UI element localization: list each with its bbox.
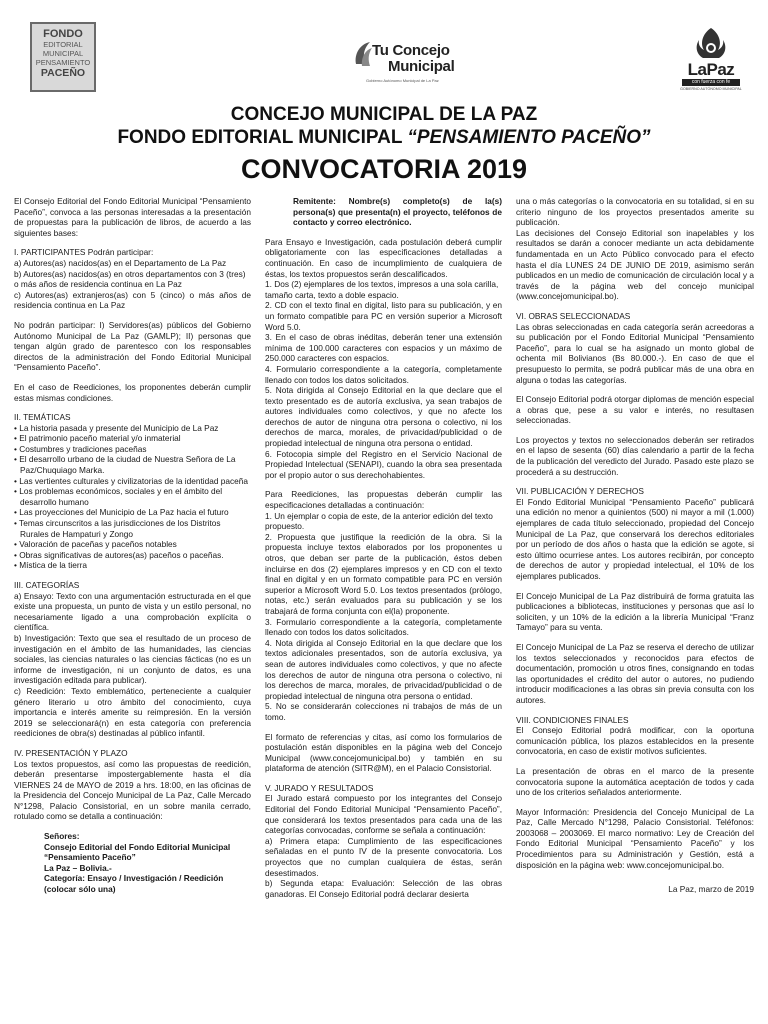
retiro-paragraph: Los proyectos y textos no seleccionados deberán ser retirados en el lapso de sesenta (60) días calendario a partir de la fecha de la publicación del veredicto del Jurado. Pasado este plazo se procederá a su destrucción. (516, 434, 754, 477)
page-title: CONVOCATORIA 2019 (240, 154, 528, 184)
formato-paragraph: El formato de referencias y citas, así como los formularios de postulación están disponibles en la página web del Concejo Municipal (www.concejomunicipal.bo) y también en su plataforma de atención (SITR@M), en el Palacio Consistorial. (265, 731, 502, 774)
list-item: 5. No se considerarán colecciones ni trabajos de más de un tomo. (265, 701, 502, 722)
section-title-obras: VI. OBRAS SELECCIONADAS (516, 310, 631, 321)
distribucion-paragraph: El Concejo Municipal de La Paz distribuirá de forma gratuita las publicaciones a bibliotecas, instituciones y personas que así lo soliciten, y un 10% de la edición a la librería Municipal “Franz Tamayo” para su venta. (516, 590, 754, 633)
list-item: • Mística de la tierra (14, 560, 87, 571)
date-signature: La Paz, marzo de 2019 (668, 884, 754, 895)
list-item: c) Autores(as) extranjeros(as) con 5 (cinco) o más años de residencia continua en La Paz (14, 289, 251, 311)
concejo-logo-line2: Municipal (388, 58, 455, 75)
segunda-etapa: b) Segunda etapa: Evaluación: Selección de las obras ganadoras. El Consejo Editorial podrá declarar desierta (265, 878, 502, 899)
section-title-categorias: III. CATEGORÍAS (14, 580, 80, 590)
section-title-jurado: V. JURADO Y RESULTADOS (265, 782, 374, 793)
reediciones-paragraph: En el caso de Reediciones, los proponentes deberán cumplir estas mismas condiciones. (14, 381, 251, 403)
list-item: 1. Dos (2) ejemplares de los textos, impresos a una sola carilla, tamaño carta, texto a doble espacio. (265, 279, 499, 300)
concejo-logo-tagline: Gobierno Autónomo Municipal de La Paz (366, 78, 439, 83)
section-title-condiciones: VIII. CONDICIONES FINALES (516, 714, 629, 725)
list-item: b) Autores(as) nacidos(as) en otros departamentos con 3 (tres) o más años de residencia continua en La Paz (14, 268, 246, 290)
title-block (0, 104, 768, 186)
list-item: • Obras significativas de autores(as) paceños o paceñas. (14, 549, 224, 560)
fondo-logo-line: MUNICIPAL (42, 49, 84, 58)
list-item: 6. Fotocopia simple del Registro en el Servicio Nacional de Propiedad Intelectual (SENAPI), cuando la obra sea presentada por el propio autor o sus derechohabientes. (265, 448, 502, 480)
categoria-ensayo: a) Ensayo: Texto con una argumentación estructurada en el que existe una propuesta, un punto de vista y un estilo personal, no necesariamente ligado a una comprobación explícita o científica. (14, 590, 251, 633)
intro-paragraph: El Consejo Editorial del Fondo Editorial Municipal “Pensamiento Paceño”, convoca a las personas interesadas a la presentación de propuestas para la publicación de libros, de acuerdo a las siguientes bases: (14, 196, 251, 238)
jurado-paragraph: El Jurado estará compuesto por los integrantes del Consejo Editorial del Fondo Editorial Municipal “Pensamiento Paceño”, que considerará los textos presentados para cada una de las categorías convocadas, conforme se señala a continuación: (265, 793, 502, 836)
envelope-line: La Paz – Bolivia.- (44, 862, 112, 873)
obras-paragraph: Las obras seleccionadas en cada categoría serán acreedoras a su publicación por el Fondo Editorial Municipal “Pensamiento Paceño”, para lo cual se ha asignado un monto global de ochenta mil Bolivianos (Bs 80.000.-). En caso de que el presupuesto lo permita, se podrá publicar más de una obra en alguna o todas las categorías. (516, 321, 754, 385)
concejo-logo-line1: Tu Concejo (372, 42, 450, 59)
no-participan-paragraph: No podrán participar: I) Servidores(as) públicos del Gobierno Autónomo Municipal de La Paz (GAMLP); II) personas que tengan algún grado de parentesco con los responsables directos de la administración del Fondo Editorial Municipal “Pensamiento Paceño”. (14, 319, 251, 373)
section-title-participantes: I. PARTICIPANTES Podrán participar: (14, 247, 154, 258)
section-title-publicacion: VII. PUBLICACIÓN Y DERECHOS (516, 486, 644, 497)
aceptacion-paragraph: La presentación de obras en el marco de la presente convocatoria supone la automática aceptación de todos y cada uno de los criterios señalados anteriormente. (516, 765, 754, 798)
section-title-tematicas: II. TEMÁTICAS (14, 412, 71, 423)
la-paz-emblem-icon (680, 26, 742, 62)
list-item: 3. Formulario correspondiente a la categoría, completamente llenado con todos los datos solicitados. (265, 616, 502, 638)
list-item: • La historia pasada y presente del Municipio de La Paz (14, 422, 219, 433)
la-paz-logo (680, 26, 742, 92)
la-paz-logo-name: LaPaz (687, 60, 735, 79)
fondo-editorial-logo (30, 22, 96, 92)
fondo-logo-line: PENSAMIENTO (35, 58, 91, 67)
title-line-2-italic: “PENSAMIENTO PACEÑO” (407, 127, 651, 148)
fondo-logo-line: FONDO (43, 28, 83, 40)
list-item: • Valoración de paceñas y paceños notables (14, 539, 177, 550)
envelope-line: Consejo Editorial del Fondo Editorial Municipal “Pensamiento Paceño” (44, 841, 231, 863)
ensayo-investigacion-paragraph: Para Ensayo e Investigación, cada postulación deberá cumplir obligatoriamente con las especificaciones detalladas a continuación. En caso de incumplimiento de cualquiera de éstas, los textos propuestos serán descalificados. (265, 236, 502, 279)
list-item: • El patrimonio paceño material y/o inmaterial (14, 433, 181, 444)
informacion-paragraph: Mayor Información: Presidencia del Concejo Municipal de La Paz, Calle Mercado N°1298, Palacio Consistorial. Teléfonos: 2003068 – 2003069. El marco normativo: Ley de Creación del Fondo Editorial Municipal “Pensamiento Paceño” y los Procedimientos para su Administración y Gestión, está a disposición en la página web: www.concejomunicipal.bo. (516, 806, 754, 870)
derechos-paragraph: El Concejo Municipal de La Paz se reserva el derecho de utilizar los textos seleccionados y reconocidos para efectos de documentación, promoción u otros fines, consignando en todas las oportunidades el crédito del autor o autores, no pudiendo introducir modificaciones a las obras sin previa consulta con los autores. (516, 641, 754, 705)
list-item: • Costumbres y tradiciones paceñas (14, 443, 147, 454)
envelope-line: Señores: (44, 831, 80, 842)
column-2 (265, 196, 502, 899)
fondo-logo-line: PACEÑO (40, 67, 86, 79)
decisiones-paragraph: Las decisiones del Consejo Editorial son inapelables y los resultados se darán a conocer mediante un acta debidamente fundamentada en un Acto Público convocado para el efecto hasta el día LUNES 24 DE JUNIO DE 2019, asimismo serán publicados en un medio de comunicación de circulación local y a través de la página web del concejo municipal (www.concejomunicipal.bo). (516, 227, 754, 302)
condiciones-paragraph: El Consejo Editorial podrá modificar, con la oportuna comunicación pública, los plazos establecidos en la presente convocatoria, en caso de existir motivos suficientes. (516, 725, 754, 757)
remitente-block: Remitente: Nombre(s) completo(s) de la(s) persona(s) que presenta(n) el proyecto, teléfonos de contacto y correo electrónico. (293, 196, 502, 228)
list-item: 2. Propuesta que justifique la reedición de la obra. Si la propuesta incluye textos elaborados por los proponentes u otros, que deban ser parte de la publicación, éstos deben incluirse en dos (2) ejemplares impresos y en CD con el texto final en digital y en un formato compatible para PC en versión superior a Microsoft Word 5.0. Los textos presentados (prólogo, notas, etc.) serán evaluados para su publicación y se los trabajará de forma conjunta con el(la) proponente. (265, 531, 502, 616)
title-line-2-prefix: FONDO EDITORIAL MUNICIPAL (117, 127, 408, 148)
primera-etapa: a) Primera etapa: Cumplimiento de las especificaciones señaladas en el punto IV de la presente convocatoria. Los proyectos que no cumplan cualquiera de éstas, serán desestimados. (265, 835, 502, 878)
list-item: • Las proyecciones del Municipio de La Paz hacia el futuro (14, 507, 229, 518)
tematicas-list (14, 423, 251, 571)
reediciones-paragraph: Para Reediciones, las propuestas deberán cumplir las especificaciones detalladas a continuación: (265, 489, 502, 511)
title-line-1: CONCEJO MUNICIPAL DE LA PAZ (230, 104, 538, 125)
list-item: 1. Un ejemplar o copia de este, de la anterior edición del texto propuesto. (265, 510, 493, 532)
title-line-2 (0, 126, 768, 150)
list-item: • El desarrollo urbano de la ciudad de Nuestra Señora de La Paz/Chuquiago Marka. (14, 454, 236, 476)
list-item: • Temas circunscritos a las jurisdicciones de los Distritos Rurales de Hampaturi y Zongo (14, 518, 221, 539)
list-item: 2. CD con el texto final en digital, listo para su publicación, y en un formato compatible para PC en versión superior a Microsoft Word 5.0. (265, 300, 502, 332)
continuation-paragraph: una o más categorías o la convocatoria en su totalidad, si en su criterio ninguno de los proyectos presentados amerite su publicación. (516, 196, 754, 228)
list-item: a) Autores(as) nacidos(as) en el Departamento de La Paz (14, 257, 227, 268)
categoria-investigacion: b) Investigación: Texto que sea el resultado de un proceso de investigación en el ámbito de las humanidades, las ciencias sociales, las ciencias naturales o las ciencias fácticas (no es un informe de investigación, ni un conjunto de datos, es una investigación editada para publicar). (14, 632, 251, 686)
la-paz-logo-tagline: GOBIERNO AUTÓNOMO MUNICIPAL (680, 87, 742, 91)
concejo-municipal-logo (352, 28, 472, 88)
list-item: • Las vertientes culturales y civilizatorias de la identidad paceña (14, 475, 248, 486)
header (0, 0, 768, 100)
column-3 (516, 196, 754, 895)
column-1 (14, 196, 251, 904)
list-item: 4. Formulario correspondiente a la categoría, completamente llenado con todos los datos solicitados. (265, 363, 502, 385)
concejo-swirl-icon (352, 38, 374, 68)
presentacion-paragraph: Los textos propuestos, así como las propuestas de reedición, deberán presentarse impostergablemente hasta el día VIERNES 24 de MAYO de 2019 a hrs. 18:00, en las oficinas de la Presidencia del Concejo Municipal de La Paz, Calle Mercado N°1298, Palacio Consistorial, en un sobre manila cerrado, rotulado como se detalla a continuación: (14, 758, 251, 822)
list-item: • Los problemas económicos, sociales y en el ámbito del desarrollo humano (14, 486, 223, 507)
list-item: 3. En el caso de obras inéditas, deberán tener una extensión mínima de 100.000 caracteres con espacios y un máximo de 250.000 caracteres con espacios. (265, 332, 502, 364)
diplomas-paragraph: El Consejo Editorial podrá otorgar diplomas de mención especial a obras que, pese a su valor e interés, no resultasen seleccionadas. (516, 394, 754, 426)
categoria-reedicion: c) Reedición: Texto emblemático, perteneciente a cualquier género literario u otro ámbito del conocimiento, cuya importancia e interés amerite su reimpresión. En la versión 2019 se seleccionará(n) en esta categoría con preferencia reediciones de obra(s) destinadas al público infantil. (14, 685, 251, 739)
list-item: 5. Nota dirigida al Consejo Editorial en la que declare que el texto presentado es de autoría exclusiva, ya sean trabajos de autores individuales como colectivos, y que no afecte los derechos de autor de ninguna otra persona o colectivo, ni los derechos de marca, morales, de privacidad/publicidad o de propiedad intelectual de ninguna otra persona o entidad. (265, 385, 502, 449)
publicacion-paragraph: El Fondo Editorial Municipal “Pensamiento Paceño” publicará una edición no menor a quinientos (500) ni mayor a mil (1.000) ejemplares de cada título seleccionado, propiedad del Concejo Municipal de La Paz, que conservará los derechos editoriales por un período de dos años o hasta que la edición se agote, si esto último ocurriese antes. Los autores recibirán, por concepto de derechos de autor y propiedad intelectual, el 10% de los ejemplares publicados. (516, 496, 754, 581)
envelope-line: Categoría: Ensayo / Investigación / Reedición (colocar sólo una) (44, 873, 224, 895)
envelope-label-block (44, 831, 251, 895)
fondo-logo-line: EDITORIAL (43, 40, 83, 49)
section-title-presentacion: IV. PRESENTACIÓN Y PLAZO (14, 747, 128, 758)
list-item: 4. Nota dirigida al Consejo Editorial en la que declare que los textos adicionales presentados, son de autoría exclusiva, ya sean de autores individuales como colectivos, y que no afecte los derechos de autor de ninguna otra persona o colectivo, ni los derechos de marca, morales, de privacidad/publicidad o de propiedad intelectual de ninguna otra persona o entidad. (265, 637, 502, 701)
la-paz-logo-bar: con fuerza con fe (682, 79, 740, 86)
